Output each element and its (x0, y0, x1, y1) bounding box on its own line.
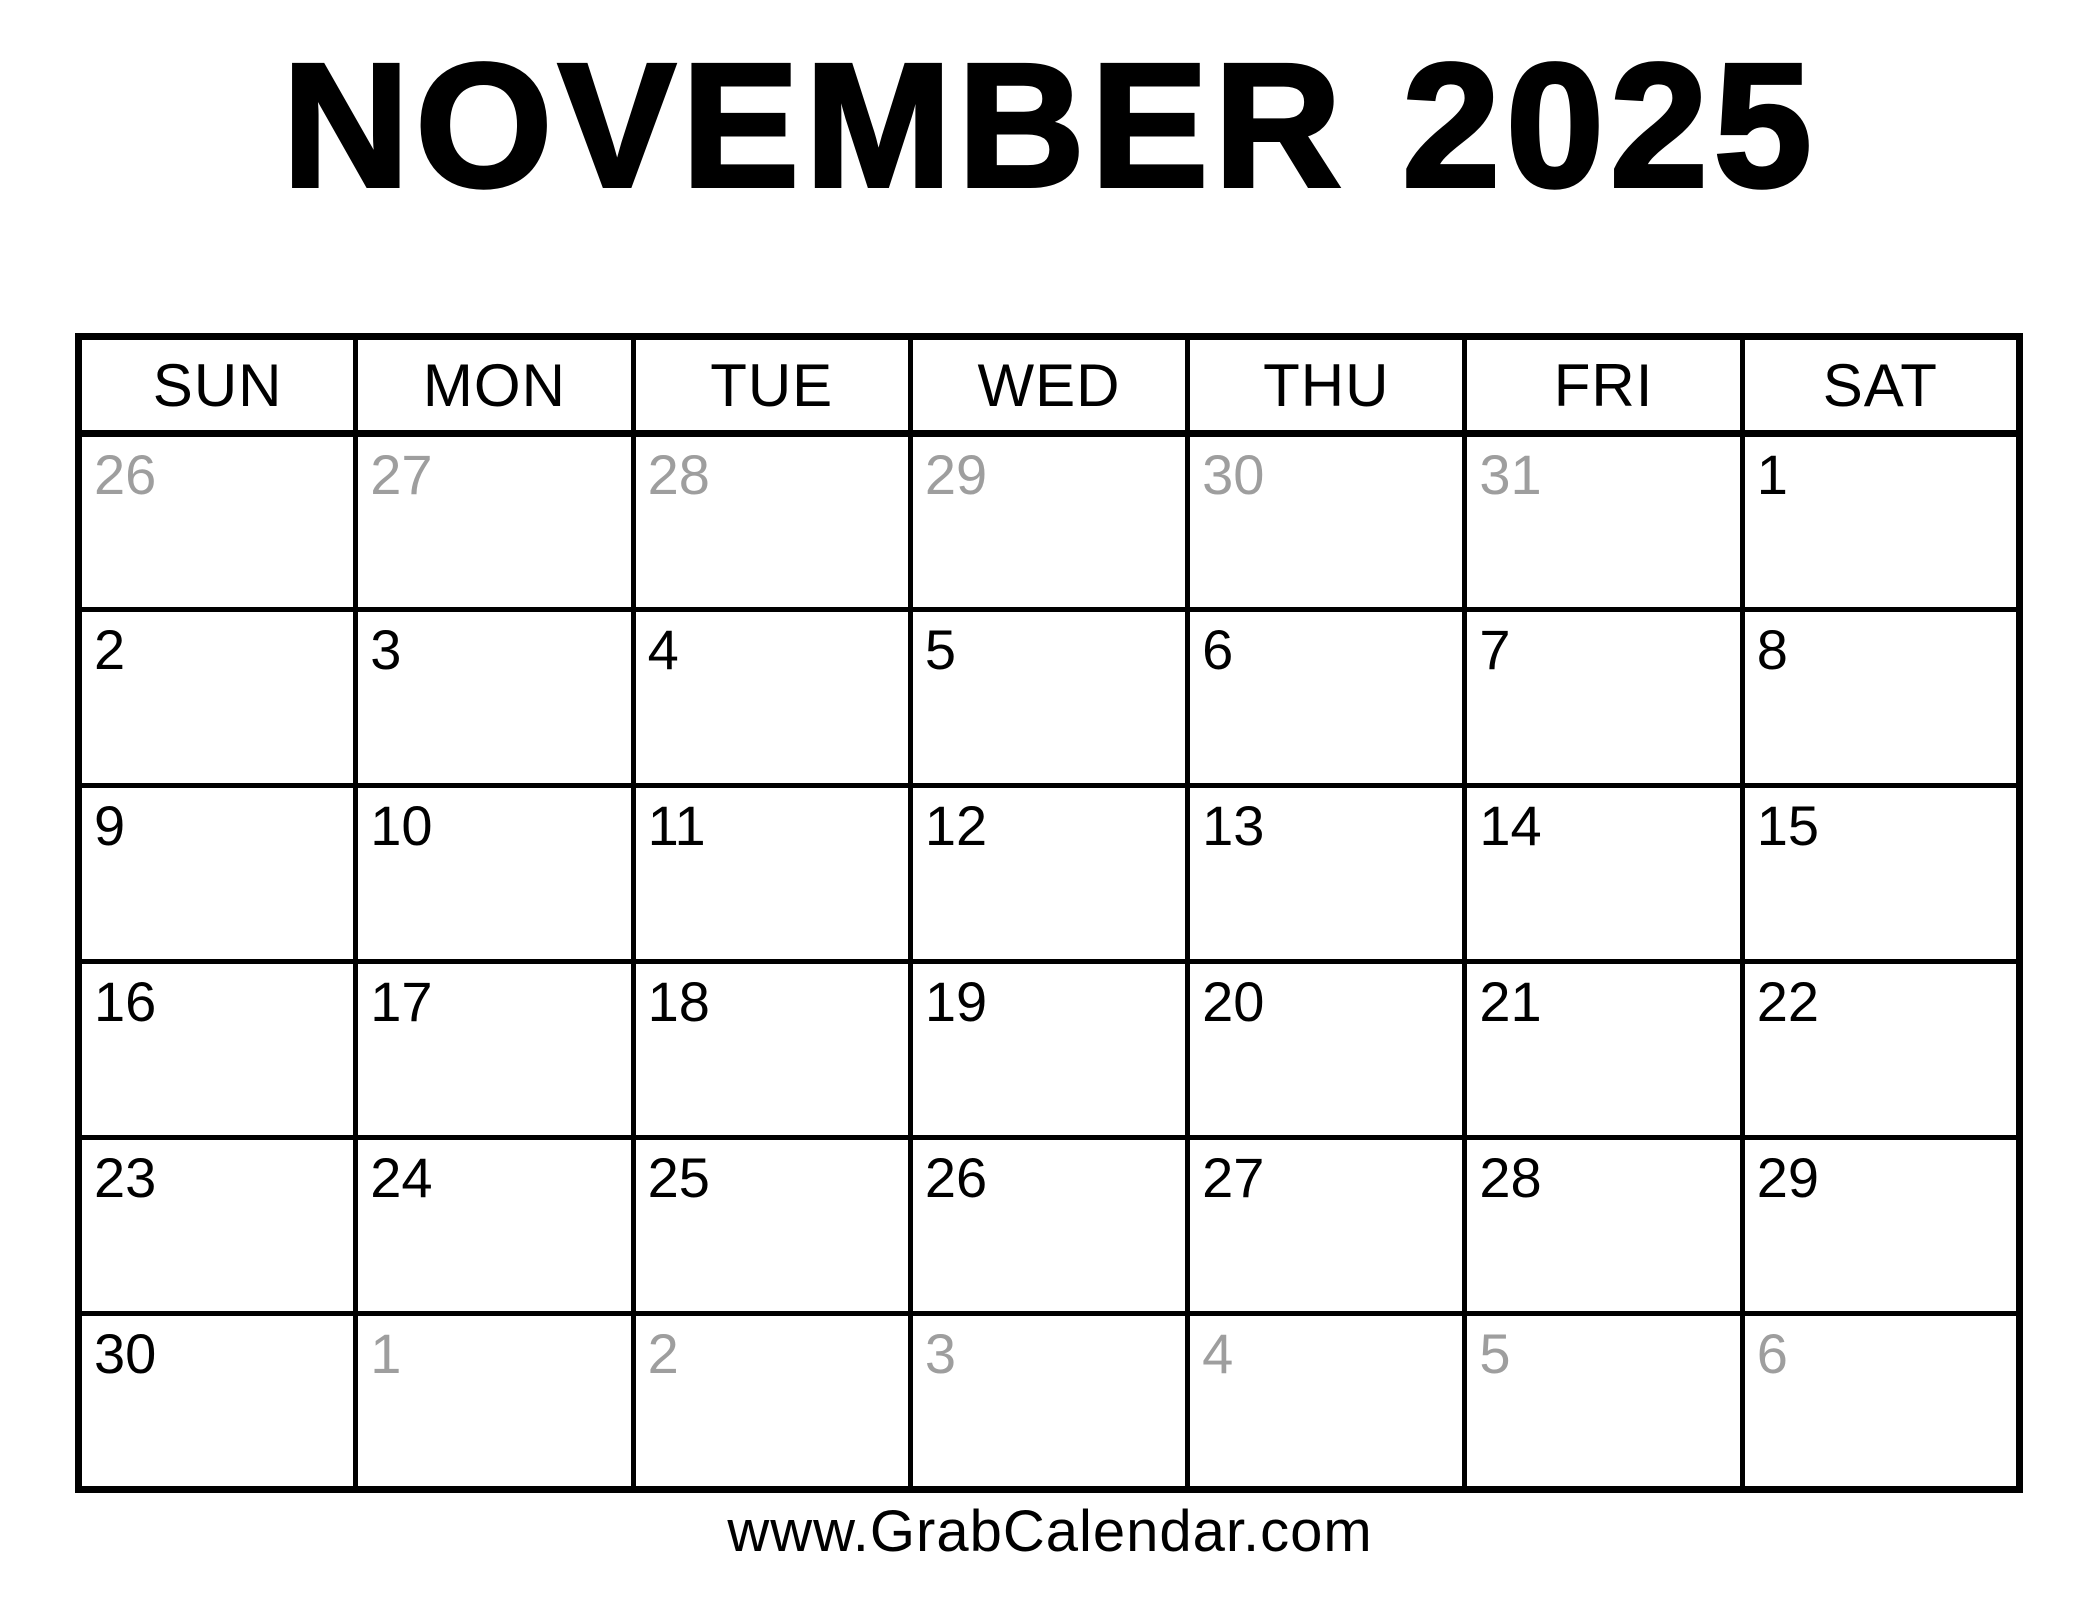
day-cell (1742, 434, 2019, 610)
day-cell (1742, 610, 2019, 786)
day-number: 27 (1202, 1146, 1265, 1209)
weekday-header-thu: THU (1188, 337, 1465, 434)
day-cell (1465, 610, 1742, 786)
day-number: 2 (94, 618, 126, 681)
day-cell (1188, 1138, 1465, 1314)
day-cell (910, 962, 1187, 1138)
day-number: 23 (94, 1146, 157, 1209)
day-number: 27 (370, 443, 433, 506)
day-number: 3 (370, 618, 402, 681)
day-number: 30 (1202, 443, 1265, 506)
day-cell (79, 1138, 356, 1314)
day-number: 29 (1756, 1146, 1819, 1209)
day-cell (1188, 434, 1465, 610)
week-row (79, 610, 2020, 786)
day-cell (79, 962, 356, 1138)
weekday-header-row (79, 337, 2020, 434)
day-cell (356, 1138, 633, 1314)
day-number: 4 (647, 618, 679, 681)
day-cell (633, 610, 910, 786)
day-number: 6 (1202, 618, 1234, 681)
day-number: 26 (924, 1146, 988, 1209)
day-cell (910, 1138, 1187, 1314)
day-cell (910, 1314, 1187, 1490)
day-cell (910, 786, 1187, 962)
day-number: 17 (370, 970, 433, 1033)
week-row (79, 962, 2020, 1138)
day-number: 20 (1202, 970, 1265, 1033)
weekday-header-fri: FRI (1465, 337, 1742, 434)
day-number: 18 (647, 970, 710, 1033)
day-number: 14 (1479, 794, 1542, 857)
day-cell (356, 434, 633, 610)
day-cell (356, 786, 633, 962)
day-cell (356, 962, 633, 1138)
weekday-header-mon: MON (356, 337, 633, 434)
day-cell (79, 1314, 356, 1490)
week-row (79, 1314, 2020, 1490)
month-title: NOVEMBER 2025 (282, 28, 1818, 224)
day-cell (1742, 1138, 2019, 1314)
day-number: 16 (94, 970, 157, 1033)
day-number: 5 (1479, 1322, 1511, 1385)
day-number: 19 (924, 970, 988, 1033)
day-number: 4 (1202, 1322, 1234, 1385)
day-cell (1465, 962, 1742, 1138)
day-cell (1188, 786, 1465, 962)
week-row (79, 434, 2020, 610)
day-number: 13 (1202, 794, 1265, 857)
day-number: 30 (94, 1322, 157, 1385)
day-cell (1465, 786, 1742, 962)
day-cell (910, 434, 1187, 610)
day-cell (1742, 962, 2019, 1138)
day-number: 10 (370, 794, 433, 857)
day-cell (1742, 1314, 2019, 1490)
calendar-grid (75, 333, 2023, 1493)
weekday-header-sun: SUN (79, 337, 356, 434)
day-cell (356, 1314, 633, 1490)
weekday-header-wed: WED (910, 337, 1187, 434)
day-number: 8 (1756, 618, 1788, 681)
day-cell (633, 434, 910, 610)
day-cell (1188, 1314, 1465, 1490)
day-cell (356, 610, 633, 786)
day-number: 3 (924, 1322, 956, 1385)
day-cell (633, 962, 910, 1138)
day-cell (910, 610, 1187, 786)
day-number: 15 (1756, 794, 1819, 857)
weekday-header-sat: SAT (1742, 337, 2019, 434)
day-cell (633, 786, 910, 962)
day-cell (1465, 1314, 1742, 1490)
day-number: 12 (924, 794, 988, 857)
day-cell (79, 786, 356, 962)
day-number: 9 (94, 794, 126, 857)
day-number: 28 (1479, 1146, 1542, 1209)
day-cell (1465, 434, 1742, 610)
day-number: 1 (1756, 443, 1788, 506)
day-number: 5 (924, 618, 956, 681)
day-number: 29 (924, 443, 988, 506)
day-number: 7 (1479, 618, 1511, 681)
day-number: 24 (370, 1146, 433, 1209)
day-number: 21 (1479, 970, 1542, 1033)
weekday-header-tue: TUE (633, 337, 910, 434)
day-cell (633, 1314, 910, 1490)
day-cell (79, 434, 356, 610)
day-number: 22 (1756, 970, 1819, 1033)
week-row (79, 1138, 2020, 1314)
day-number: 11 (647, 794, 706, 857)
week-row (79, 786, 2020, 962)
day-number: 1 (370, 1322, 402, 1385)
day-cell (1188, 962, 1465, 1138)
day-number: 31 (1479, 443, 1542, 506)
day-cell (1188, 610, 1465, 786)
day-cell (633, 1138, 910, 1314)
website-url: www.GrabCalendar.com (727, 1499, 1373, 1564)
day-cell (1742, 786, 2019, 962)
day-cell (79, 610, 356, 786)
day-cell (1465, 1138, 1742, 1314)
day-number: 28 (647, 443, 710, 506)
day-number: 25 (647, 1146, 710, 1209)
day-number: 2 (647, 1322, 679, 1385)
day-number: 6 (1756, 1322, 1788, 1385)
day-number: 26 (94, 443, 157, 506)
